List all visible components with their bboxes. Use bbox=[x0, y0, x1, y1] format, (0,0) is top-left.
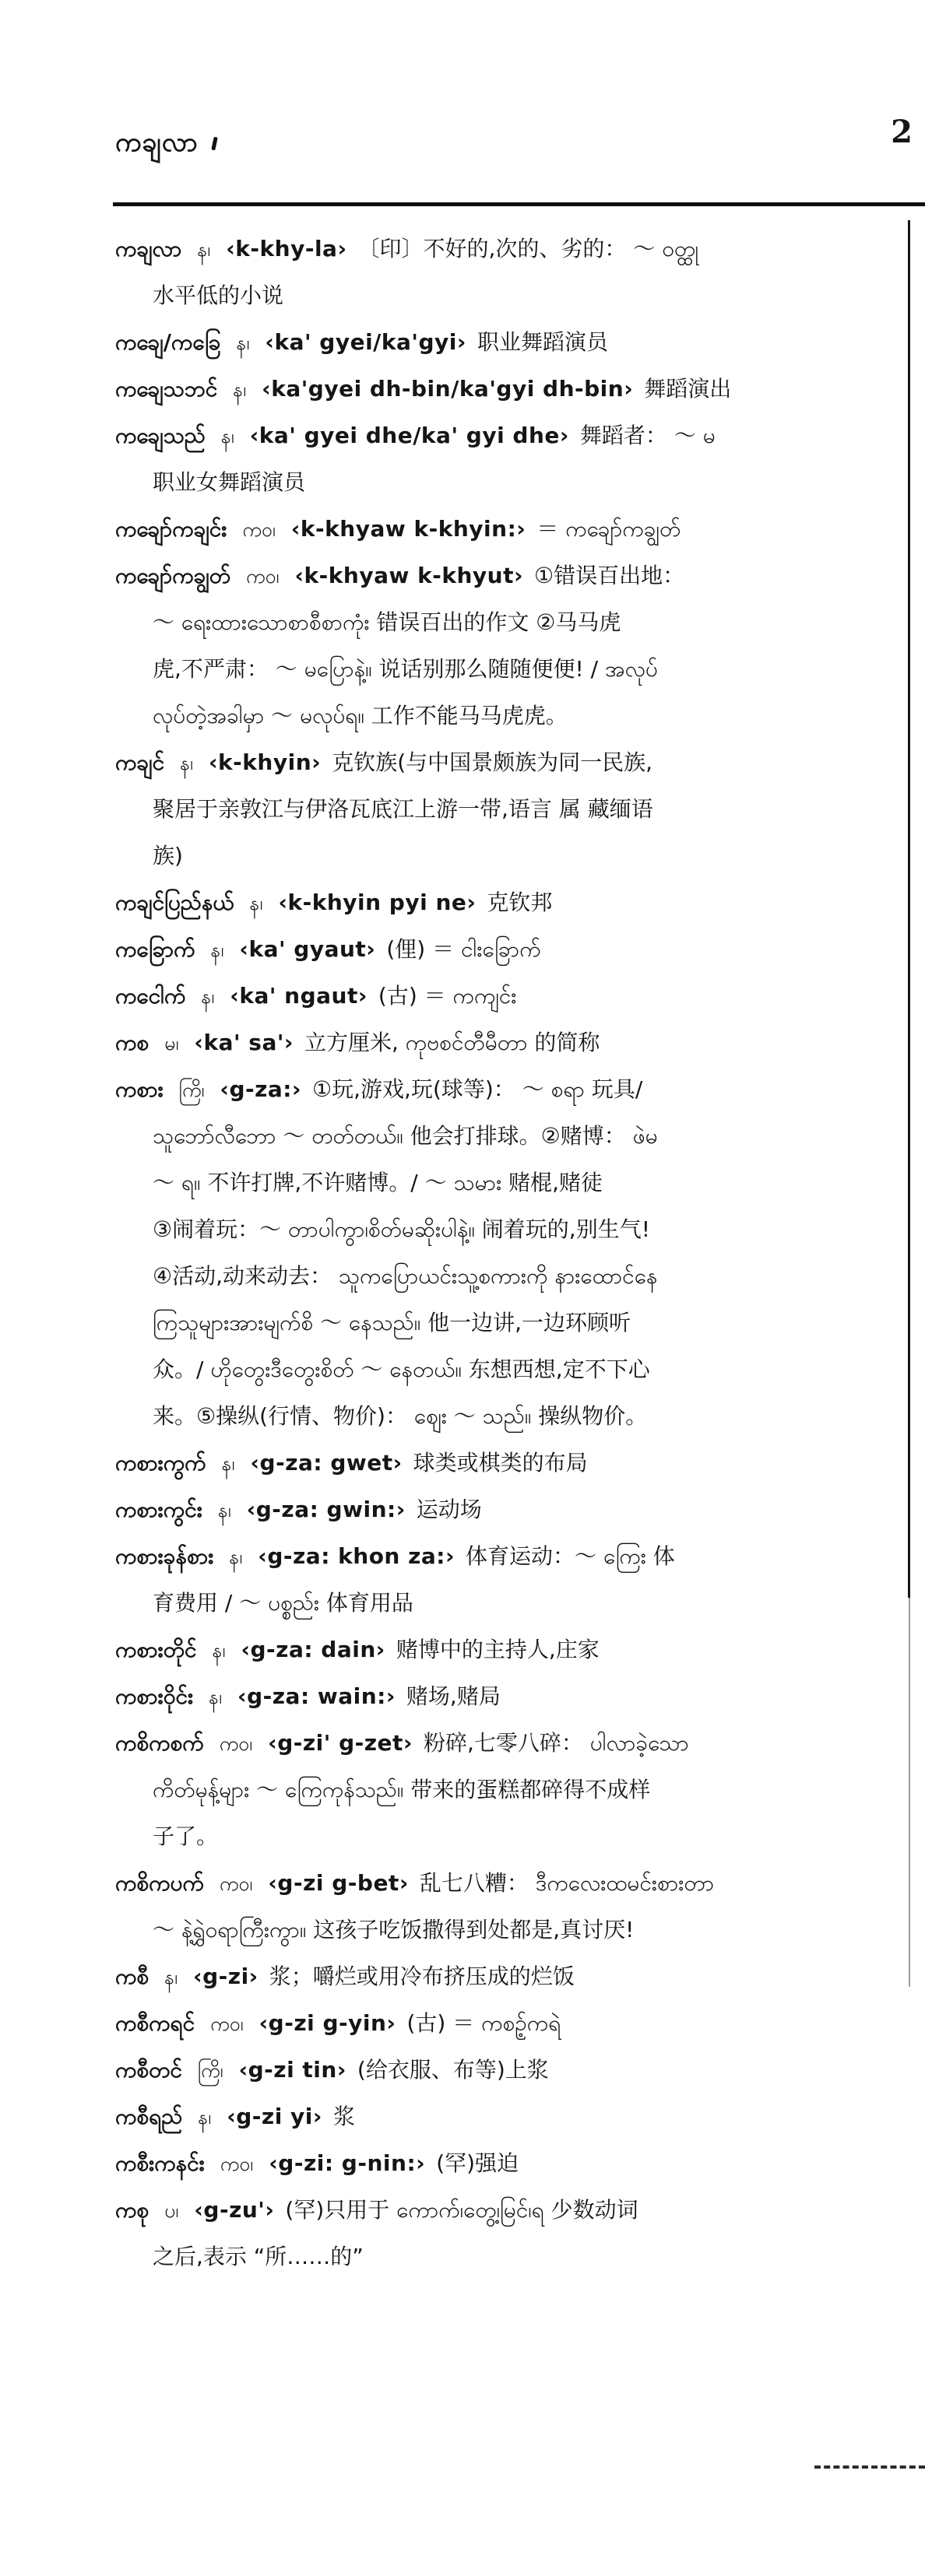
pronunciation: ‹g-zi: g-nin:› bbox=[269, 2150, 426, 2176]
pos-label: န၊ bbox=[229, 1546, 243, 1568]
pronunciation: ‹g-zu'› bbox=[194, 2197, 275, 2223]
pronunciation: ‹g-za: khon za:› bbox=[258, 1543, 455, 1569]
entry-line bbox=[115, 2187, 886, 2234]
definition-text: 育费用 / ～ ပစ္စည်း 体育用品 bbox=[153, 1590, 413, 1616]
definition-text: ①错误百出地： bbox=[534, 563, 685, 588]
entry-line bbox=[115, 1813, 886, 1860]
dictionary-entry bbox=[115, 1673, 886, 1720]
dictionary-entry bbox=[115, 2140, 886, 2187]
dictionary-entry bbox=[115, 1860, 886, 1953]
pos-label: န၊ bbox=[233, 378, 247, 401]
page-number: 2 bbox=[891, 114, 913, 150]
entry-line bbox=[115, 1206, 886, 1253]
definition-text: 众。/ ဟိုတွေးဒီတွေးစိတ် ～ နေတယ်။ 东想西想,定不下心 bbox=[153, 1356, 650, 1382]
pos-label: ပ၊ bbox=[164, 2199, 179, 2222]
header-rule bbox=[113, 202, 925, 206]
pronunciation: ‹g-za: dain› bbox=[241, 1637, 385, 1662]
entry-line bbox=[115, 879, 886, 926]
pos-label: န၊ bbox=[217, 1499, 231, 1521]
entry-line bbox=[115, 1020, 886, 1066]
entry-line bbox=[115, 1393, 886, 1440]
entry-line bbox=[115, 1627, 886, 1673]
definition-text: 乱七八糟： ဒီကလေးထမင်းစားတာ bbox=[419, 1870, 715, 1896]
entry-line bbox=[115, 2140, 886, 2187]
definition-text: သူဘော်လီဘော ～ တတ်တယ်။ 他会打排球。②赌博： ဖဲမ bbox=[153, 1123, 658, 1149]
entry-line bbox=[115, 646, 886, 693]
entry-line bbox=[115, 1440, 886, 1486]
pos-label: န၊ bbox=[220, 425, 234, 447]
pos-label: ကြိ၊ bbox=[178, 1079, 205, 1101]
entry-line bbox=[115, 1580, 886, 1627]
dictionary-entry bbox=[115, 1440, 886, 1486]
definition-text: 〔印〕不好的,次的、劣的： ～ ဝတ္ထု bbox=[357, 236, 699, 261]
definition-text: 体育运动：～ ကြေး 体 bbox=[466, 1543, 675, 1569]
definition-text: (古) ＝ ကကျင်း bbox=[378, 983, 517, 1009]
entry-line bbox=[115, 1720, 886, 1767]
pos-label: န၊ bbox=[164, 1966, 178, 1988]
pronunciation: ‹g-zi yi› bbox=[227, 2104, 322, 2129]
pronunciation: ‹ka' gyei dhe/ka' gyi dhe› bbox=[249, 423, 569, 448]
pronunciation: ‹ka' ngaut› bbox=[230, 983, 368, 1009]
definition-text: 职业女舞蹈演员 bbox=[153, 469, 306, 495]
definition-text: 舞蹈演出 bbox=[644, 376, 732, 402]
entry-line bbox=[115, 226, 886, 272]
pos-label: ကဝ၊ bbox=[246, 565, 280, 588]
entry-line bbox=[115, 1300, 886, 1346]
dictionary-entry bbox=[115, 1066, 886, 1440]
pronunciation: ‹g-zi' g-zet› bbox=[268, 1730, 413, 1756]
pos-label: န၊ bbox=[197, 238, 211, 261]
pronunciation: ‹k-khyin pyi ne› bbox=[278, 890, 477, 915]
entry-line bbox=[115, 272, 886, 319]
definition-text: 赌博中的主持人,庄家 bbox=[396, 1637, 600, 1662]
dictionary-entry bbox=[115, 553, 886, 739]
entry-line bbox=[115, 1673, 886, 1720]
entry-line bbox=[115, 1113, 886, 1160]
dictionary-entry bbox=[115, 2093, 886, 2140]
dictionary-entry bbox=[115, 506, 886, 553]
definition-text: (罕)强迫 bbox=[436, 2150, 519, 2176]
page-edge-artifact-faint bbox=[909, 1598, 910, 1987]
definition-text: 浆 bbox=[332, 2104, 355, 2129]
dictionary-entry bbox=[115, 973, 886, 1020]
entry-line bbox=[115, 1533, 886, 1580]
pronunciation: ‹g-za: gwet› bbox=[250, 1450, 403, 1476]
definition-text: 水平低的小说 bbox=[153, 283, 284, 308]
page-header bbox=[115, 114, 925, 179]
pos-label: ကဝ၊ bbox=[210, 2013, 244, 2035]
definition-text: 立方厘米, ကုဗစင်တီမီတာ 的简称 bbox=[304, 1030, 600, 1055]
headword: ကစားခုန်စား bbox=[115, 1543, 214, 1569]
entry-line bbox=[115, 412, 886, 459]
dictionary-entry bbox=[115, 1953, 886, 2000]
entries bbox=[115, 226, 886, 2280]
running-headword: ကချလာ bbox=[115, 127, 199, 158]
definition-text: 运动场 bbox=[416, 1497, 482, 1522]
dictionary-entry bbox=[115, 2047, 886, 2093]
headword: ကစ bbox=[115, 1030, 149, 1055]
pos-label: ကြိ၊ bbox=[197, 2059, 223, 2082]
entry-line bbox=[115, 2234, 886, 2280]
definition-text: 球类或棋类的布局 bbox=[413, 1450, 588, 1476]
bottom-scan-artifact bbox=[814, 2465, 925, 2469]
dictionary-entry bbox=[115, 2000, 886, 2047]
entry-line bbox=[115, 833, 886, 879]
definition-text: ④活动,动来动去： သူကပြောယင်းသူ့စကားကို နားထောင်နေ bbox=[153, 1263, 658, 1289]
definition-text: ＝ ကချော်ကချွတ် bbox=[536, 516, 681, 542]
pos-label: မ၊ bbox=[164, 1032, 179, 1055]
pronunciation: ‹k-khyaw k-khyin:› bbox=[290, 516, 526, 542]
headword: ကချော်ကချွတ် bbox=[115, 563, 231, 588]
definition-text: ကြသူများအားမျက်စိ ～ နေသည်။ 他一边讲,一边环顾听 bbox=[153, 1310, 631, 1335]
entry-line bbox=[115, 1907, 886, 1953]
definition-text: (给衣服、布等)上浆 bbox=[357, 2057, 549, 2083]
headword: ကစား bbox=[115, 1076, 164, 1102]
entry-line bbox=[115, 926, 886, 973]
dictionary-entry bbox=[115, 1533, 886, 1627]
definition-text: 舞蹈者： ～ မ bbox=[579, 423, 716, 448]
pronunciation: ‹g-za:› bbox=[220, 1076, 302, 1102]
headword: ကစီးကနင်း bbox=[115, 2150, 205, 2176]
definition-text: (罕)只用于 ကောက်၊တွေ့၊မြင်၊ရ 少数动词 bbox=[285, 2197, 638, 2223]
headword: ကစားကွက် bbox=[115, 1450, 206, 1476]
pos-label: န၊ bbox=[180, 752, 194, 774]
entry-line bbox=[115, 2047, 886, 2093]
entry-line bbox=[115, 973, 886, 1020]
definition-text: ①玩,游戏,玩(球等)： ～ စရာ 玩具/ bbox=[312, 1076, 643, 1102]
pos-label: န၊ bbox=[210, 939, 224, 961]
dictionary-entry bbox=[115, 1020, 886, 1066]
definition-text: 虎,不严肃： ～ မပြောနဲ့။ 说话别那么随随便便! / အလုပ် bbox=[153, 656, 658, 682]
headword: ကချေ/ကခြေ bbox=[115, 329, 221, 355]
dictionary-entry bbox=[115, 319, 886, 366]
page-edge-artifact bbox=[908, 220, 910, 1598]
headword: ကငေါက် bbox=[115, 983, 186, 1009]
definition-text: 粉碎,七零八碎： ပါလာခဲ့သော bbox=[423, 1730, 689, 1756]
definition-text: ကိတ်မုန့်များ ～ ကြေကုန်သည်။ 带来的蛋糕都碎得不成样 bbox=[153, 1777, 651, 1802]
definition-text: ～ နဲ့ရွှဲဝရာကြီးကွာ။ 这孩子吃饭撒得到处都是,真讨厌! bbox=[153, 1917, 635, 1943]
definition-text: (俚) ＝ ငါးခြောက် bbox=[386, 936, 541, 962]
definition-text: 赌场,赌局 bbox=[406, 1683, 501, 1709]
entry-line bbox=[115, 319, 886, 366]
entry-line bbox=[115, 1253, 886, 1300]
dictionary-entry bbox=[115, 879, 886, 926]
pos-label: န၊ bbox=[249, 892, 263, 914]
pos-label: န၊ bbox=[212, 1639, 226, 1662]
pos-label: န၊ bbox=[236, 332, 250, 354]
definition-text: 职业舞蹈演员 bbox=[477, 329, 608, 355]
pronunciation: ‹g-zi tin› bbox=[238, 2057, 346, 2083]
dictionary-entry bbox=[115, 1720, 886, 1860]
definition-text: 聚居于亲敦江与伊洛瓦底江上游一带,语言 属 藏缅语 bbox=[153, 796, 653, 822]
entry-line bbox=[115, 553, 886, 599]
dictionary-entry bbox=[115, 2187, 886, 2280]
entry-line bbox=[115, 693, 886, 739]
headword: ကစု bbox=[115, 2197, 149, 2223]
dictionary-entry bbox=[115, 1486, 886, 1533]
pos-label: ကဝ၊ bbox=[220, 2153, 254, 2175]
headword: ကခြောက် bbox=[115, 936, 195, 962]
pronunciation: ‹ka' gyei/ka'gyi› bbox=[265, 329, 466, 355]
entry-line bbox=[115, 1860, 886, 1907]
entry-line bbox=[115, 506, 886, 553]
definition-text: လုပ်တဲ့အခါမှာ ～ မလုပ်ရ။ 工作不能马马虎虎。 bbox=[153, 703, 568, 728]
definition-text: 之后,表示 “所……的” bbox=[153, 2244, 364, 2269]
headword: ကချင် bbox=[115, 749, 165, 775]
headword: ကချေသဘင် bbox=[115, 376, 218, 402]
headword: ကစိကပက် bbox=[115, 1870, 204, 1896]
pos-label: ကဝ၊ bbox=[219, 1872, 253, 1895]
entry-line bbox=[115, 599, 886, 646]
pos-label: ကဝ၊ bbox=[242, 518, 276, 541]
dictionary-entry bbox=[115, 926, 886, 973]
definition-text: 浆；嚼烂或用冷布挤压成的烂饭 bbox=[269, 1964, 575, 1989]
headword: ကစားတိုင် bbox=[115, 1637, 197, 1662]
definition-text: ～ ရ။ 不许打牌,不许赌博。/ ～ သမား 赌棍,赌徒 bbox=[153, 1170, 603, 1195]
pronunciation: ‹g-zi g-yin› bbox=[259, 2010, 396, 2036]
entry-line bbox=[115, 1767, 886, 1813]
dictionary-entry bbox=[115, 226, 886, 319]
definition-text: 族) bbox=[153, 843, 183, 869]
entry-line bbox=[115, 786, 886, 833]
dictionary-entry bbox=[115, 1627, 886, 1673]
pos-label: န၊ bbox=[209, 1686, 223, 1708]
pronunciation: ‹ka' gyaut› bbox=[239, 936, 376, 962]
pos-label: န၊ bbox=[201, 985, 215, 1008]
definition-text: ③闹着玩：～ တာပါကွာ၊စိတ်မဆိုးပါနဲ့။ 闹着玩的,别生气! bbox=[153, 1216, 650, 1242]
entry-line bbox=[115, 1160, 886, 1206]
pronunciation: ‹g-za: gwin:› bbox=[246, 1497, 406, 1522]
headword: ကချင်ပြည်နယ် bbox=[115, 890, 234, 915]
headword: ကစီ bbox=[115, 1964, 149, 1989]
dictionary-entry bbox=[115, 739, 886, 879]
entry-line bbox=[115, 1953, 886, 2000]
dictionary-entry bbox=[115, 366, 886, 412]
pronunciation: ‹ka' sa'› bbox=[194, 1030, 294, 1055]
definition-text: 克钦族(与中国景颇族为同一民族, bbox=[332, 749, 653, 775]
definition-text: 来。⑤操纵(行情、物价)： ဈေး ～ သည်။ 操纵物价。 bbox=[153, 1403, 648, 1429]
headword: ကချလာ bbox=[115, 236, 182, 261]
headword: ကချော်ကချင်း bbox=[115, 516, 227, 542]
pos-label: န၊ bbox=[198, 2106, 212, 2129]
pos-label: န၊ bbox=[221, 1452, 235, 1475]
entry-line bbox=[115, 1346, 886, 1393]
headword: ကချေသည် bbox=[115, 423, 206, 448]
definition-text: (古) ＝ ကစဉ့်ကရဲ bbox=[406, 2010, 561, 2036]
dictionary-entry bbox=[115, 412, 886, 506]
pronunciation: ‹g-zi› bbox=[193, 1964, 259, 1989]
pronunciation: ‹g-za: wain:› bbox=[237, 1683, 396, 1709]
headword: ကစားကွင်း bbox=[115, 1497, 202, 1522]
headword: ကစီရည် bbox=[115, 2104, 183, 2129]
entry-line bbox=[115, 2000, 886, 2047]
pronunciation: ‹k-khyaw k-khyut› bbox=[294, 563, 524, 588]
entry-line bbox=[115, 2093, 886, 2140]
headword: ကစားဝိုင်း bbox=[115, 1683, 194, 1709]
entry-line bbox=[115, 366, 886, 412]
headword: ကစီတင် bbox=[115, 2057, 182, 2083]
headword: ကစိကစက် bbox=[115, 1730, 204, 1756]
entry-line bbox=[115, 739, 886, 786]
entry-line bbox=[115, 1486, 886, 1533]
definition-text: ～ ရေးထားသောစာစီစာကုံး 错误百出的作文 ②马马虎 bbox=[153, 609, 621, 635]
definition-text: 子了。 bbox=[153, 1823, 219, 1849]
pos-label: ကဝ၊ bbox=[219, 1732, 253, 1755]
headword: ကစီကရင် bbox=[115, 2010, 195, 2036]
pronunciation: ‹g-zi g-bet› bbox=[268, 1870, 409, 1896]
entry-line bbox=[115, 459, 886, 506]
pronunciation: ‹ka'gyei dh-bin/ka'gyi dh-bin› bbox=[262, 376, 634, 402]
pronunciation: ‹k-khy-la› bbox=[226, 236, 347, 261]
entry-line bbox=[115, 1066, 886, 1113]
pronunciation: ‹k-khyin› bbox=[209, 749, 322, 775]
definition-text: 克钦邦 bbox=[487, 890, 553, 915]
